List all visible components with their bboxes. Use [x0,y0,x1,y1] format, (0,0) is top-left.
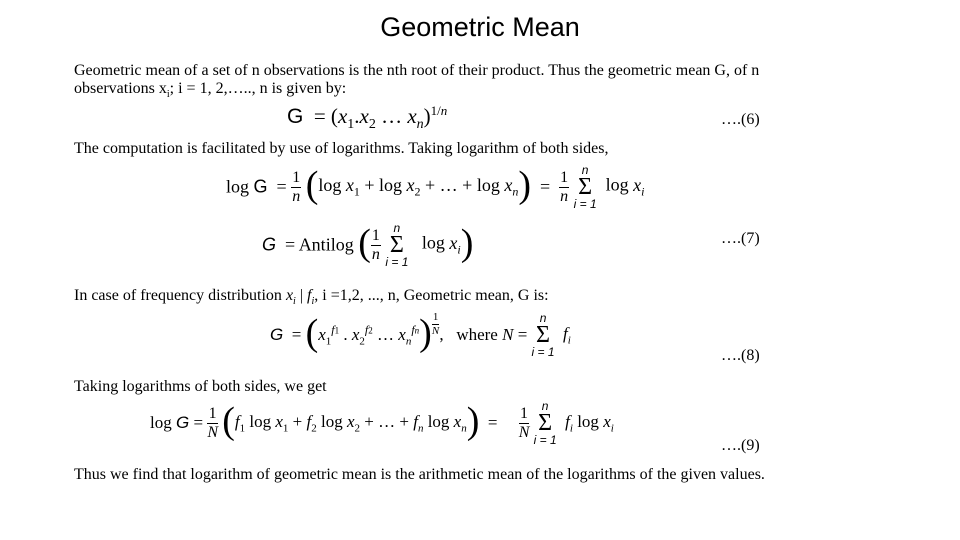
page-title: Geometric Mean [380,12,580,42]
equation-log-g: log G = $\frac{1}{n}$ (log $x_1 + \log x_2$ + … + $\log x_n$) = $\frac{1}{n}$ n Σ i = 1 $\log x_i$ [226,163,645,211]
equation-number-7: ….(7) [721,230,760,247]
equation-number-6: ….(6) [721,111,760,128]
equation-8: $G = (x_1^{f1}$ . $x_2^{f2}$ … $x_n^{fn}$) $\frac{1}{N}$ , where N = n Σ i = 1 $f_i$ [270,311,571,359]
intro-line-2: observations $x_i$; i = 1, 2,….., n is given by: [74,80,347,101]
equation-7: G = Antilog ( $\frac{1}{n}$ n Σ i = 1 $\log x_i$) [262,221,474,269]
taking-logs-text: Taking logarithms of both sides, we get [74,378,327,395]
equation-6: $G = (x_1.x_2$ … $x_n)^{1/n}$ [287,103,448,133]
conclusion-text: Thus we find that logarithm of geometric mean is the arithmetic mean of the logarithms of the given values. [74,466,765,483]
frequency-text: In case of frequency distribution $x_i$ | $f_i$, i =1,2, ..., n, Geometric mean, G is: [74,287,549,308]
intro-line-1: Geometric mean of a set of n observations is the nth root of their product. Thus the geometric mean G, of n [74,62,760,79]
equation-number-9: ….(9) [721,437,760,454]
equation-9: log G = $\frac{1}{N}$ ($f_1$ $\log x_1 + f_2$ $\log x_2$ + … + $f_n$ $\log x_n$) = $\frac{1}{N}$ n Σ i = 1 $f_i$ $\log x_i$ [150,399,614,447]
equation-number-8: ….(8) [721,347,760,364]
computation-text: The computation is facilitated by use of logarithms. Taking logarithm of both sides, [74,140,609,157]
